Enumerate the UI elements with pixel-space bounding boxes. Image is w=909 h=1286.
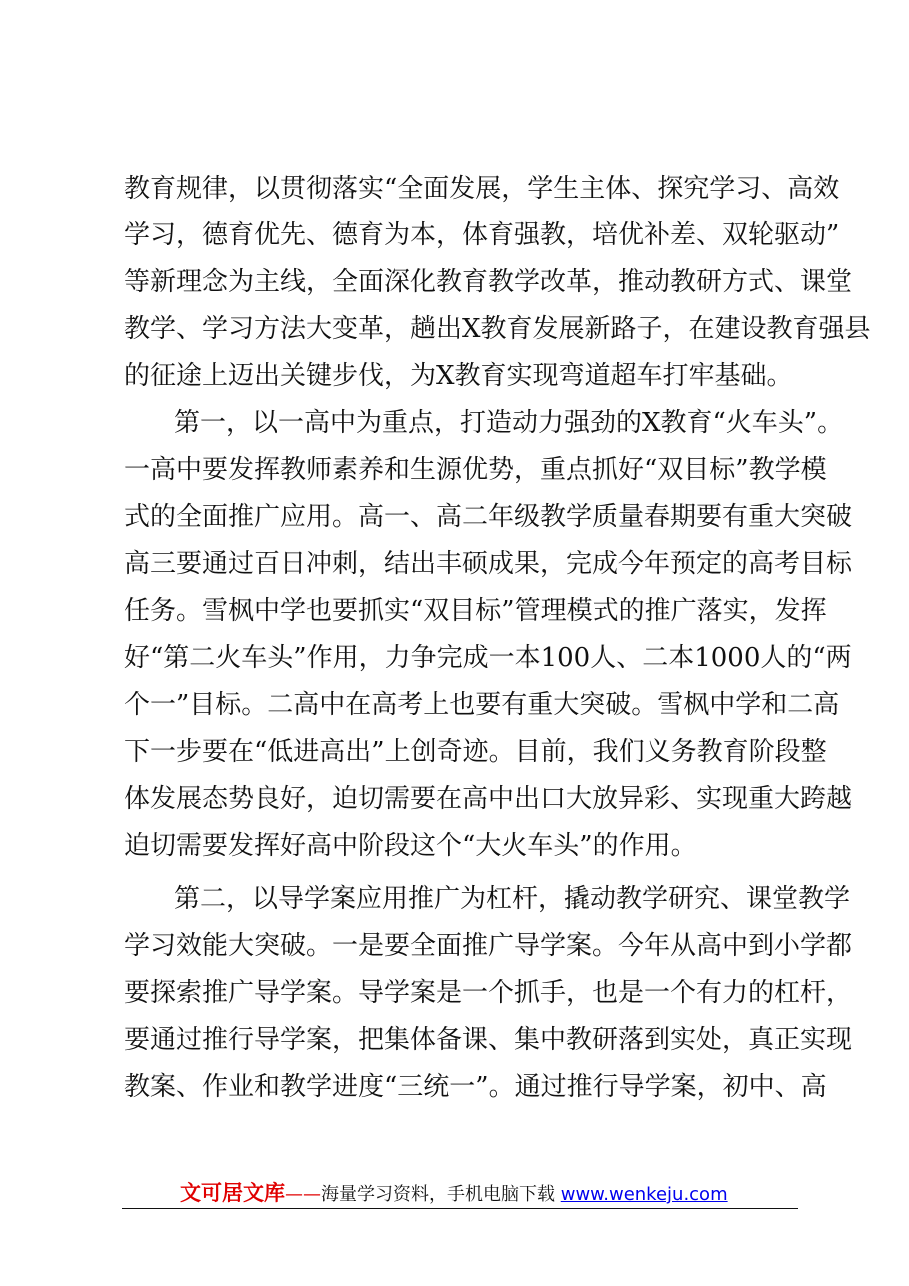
paragraph-line: 好“第二火车头”作用，力争完成一本100人、二本1000人的“两	[124, 643, 852, 673]
paragraph-line: 迫切需要发挥好高中阶段这个“大火车头”的作用。	[124, 831, 697, 861]
footer-divider	[122, 1208, 798, 1209]
paragraph-line: 教案、作业和教学进度“三统一”。通过推行导学案，初中、高	[124, 1072, 827, 1102]
page-footer	[180, 1180, 728, 1208]
paragraph-line: 学习，德育优先、德育为本，体育强教，培优补差、双轮驱动”	[124, 220, 840, 250]
footer-url-link[interactable]: www.wenkeju.com	[560, 1184, 728, 1205]
paragraph-first-line: 第二，以导学案应用推广为杠杆，撬动教学研究、课堂教学	[174, 884, 851, 914]
paragraph-line: 等新理念为主线，全面深化教育教学改革，推动教研方式、课堂	[124, 267, 853, 297]
footer-brand: 文可居文库	[180, 1181, 285, 1205]
paragraph-line: 学习效能大突破。一是要全面推广导学案。今年从高中到小学都	[124, 931, 853, 961]
paragraph-line: 体发展态势良好，迫切需要在高中出口大放异彩、实现重大跨越	[124, 784, 853, 814]
paragraph-line: 个一”目标。二高中在高考上也要有重大突破。雪枫中学和二高	[124, 690, 840, 720]
paragraph-line: 教育规律，以贯彻落实“全面发展，学生主体、探究学习、高效	[124, 174, 840, 204]
paragraph-line: 的征途上迈出关键步伐，为X教育实现弯道超车打牢基础。	[124, 361, 793, 391]
footer-dash: ——	[285, 1184, 321, 1205]
paragraph-line: 要探索推广导学案。导学案是一个抓手，也是一个有力的杠杆，	[124, 978, 853, 1008]
paragraph-line: 一高中要发挥教师素养和生源优势，重点抓好“双目标”教学模	[124, 455, 827, 485]
paragraph-line: 式的全面推广应用。高一、高二年级教学质量春期要有重大突破	[124, 502, 853, 532]
paragraph-line: 高三要通过百日冲刺，结出丰硕成果，完成今年预定的高考目标	[124, 549, 853, 579]
paragraph-line: 要通过推行导学案，把集体备课、集中教研落到实处，真正实现	[124, 1025, 853, 1055]
paragraph-line: 下一步要在“低进高出”上创奇迹。目前，我们义务教育阶段整	[124, 737, 827, 767]
paragraph-line: 教学、学习方法大变革，趟出X教育发展新路子，在建设教育强县	[124, 314, 871, 344]
paragraph-line: 任务。雪枫中学也要抓实“双目标”管理模式的推广落实，发挥	[124, 596, 827, 626]
paragraph-first-line: 第一，以一高中为重点，打造动力强劲的X教育“火车头”。	[174, 408, 844, 438]
footer-slogan: 海量学习资料，手机电脑下载	[321, 1184, 555, 1205]
